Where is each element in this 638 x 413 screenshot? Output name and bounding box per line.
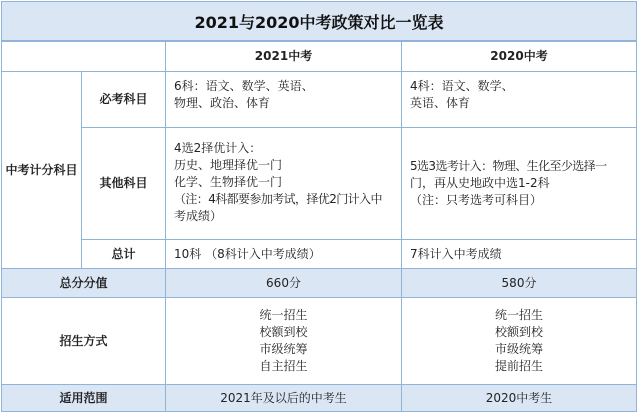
- other-2020-cell: [401, 127, 637, 240]
- text-line: 统一招生: [494, 308, 543, 322]
- required-2020-cell: [401, 71, 637, 128]
- row-label-total: 总计: [81, 239, 166, 269]
- text-line: 4选2择优计入：: [174, 141, 262, 155]
- text-line: 英语、体育: [410, 96, 471, 110]
- text-line: 7科计入中考成绩: [410, 247, 502, 261]
- header-2021: 2021中考: [165, 41, 402, 72]
- text-line: 自主招生: [259, 359, 308, 373]
- row-label-total-score: 总分分值: [1, 268, 166, 298]
- text-line: （注：4科都要参加考试，择优2门计入中: [174, 192, 382, 206]
- table-title: 2021与2020中考政策对比一览表: [1, 1, 637, 41]
- text-line: 校额到校: [494, 325, 543, 339]
- text-line: 5选3选考计入：物理、生化至少选择一: [410, 159, 607, 173]
- row-label-required: 必考科目: [81, 71, 166, 128]
- total-score-2020: 580分: [401, 268, 637, 298]
- text-line: 市级统筹: [494, 342, 543, 356]
- enrollment-2021-cell: [165, 297, 402, 385]
- text-line: 考成绩）: [174, 209, 223, 223]
- total-score-2021: 660分: [165, 268, 402, 298]
- text-line: 物理、政治、体育: [174, 96, 271, 110]
- text-line: 4科：语文、数学、: [410, 79, 514, 93]
- text-line: 化学、生物择优一门: [174, 175, 283, 189]
- scope-2021: 2021年及以后的中考生: [165, 384, 402, 412]
- row-label-scope: 适用范围: [1, 384, 166, 412]
- row-label-other: 其他科目: [81, 127, 166, 240]
- text-line: 市级统筹: [259, 342, 308, 356]
- group-label-scored-subjects: 中考计分科目: [1, 71, 82, 269]
- text-line: （注：只考选考可科目）: [410, 193, 543, 207]
- enrollment-2020-cell: [401, 297, 637, 385]
- text-line: 门，再从史地政中选1-2科: [410, 176, 550, 190]
- text-line: 统一招生: [259, 308, 308, 322]
- text-line: 校额到校: [259, 325, 308, 339]
- row-label-enrollment: 招生方式: [1, 297, 166, 385]
- text-line: 6科：语文、数学、英语、: [174, 79, 314, 93]
- total-2021-cell: [165, 239, 402, 269]
- text-line: 历史、地理择优一门: [174, 158, 283, 172]
- text-line: 提前招生: [494, 359, 543, 373]
- required-2021-cell: [165, 71, 402, 128]
- scope-2020: 2020中考生: [401, 384, 637, 412]
- header-2020: 2020中考: [401, 41, 637, 72]
- text-line: 10科 （8科计入中考成绩）: [174, 247, 321, 261]
- total-2020-cell: [401, 239, 637, 269]
- other-2021-cell: [165, 127, 402, 240]
- header-empty-cell: [1, 41, 166, 72]
